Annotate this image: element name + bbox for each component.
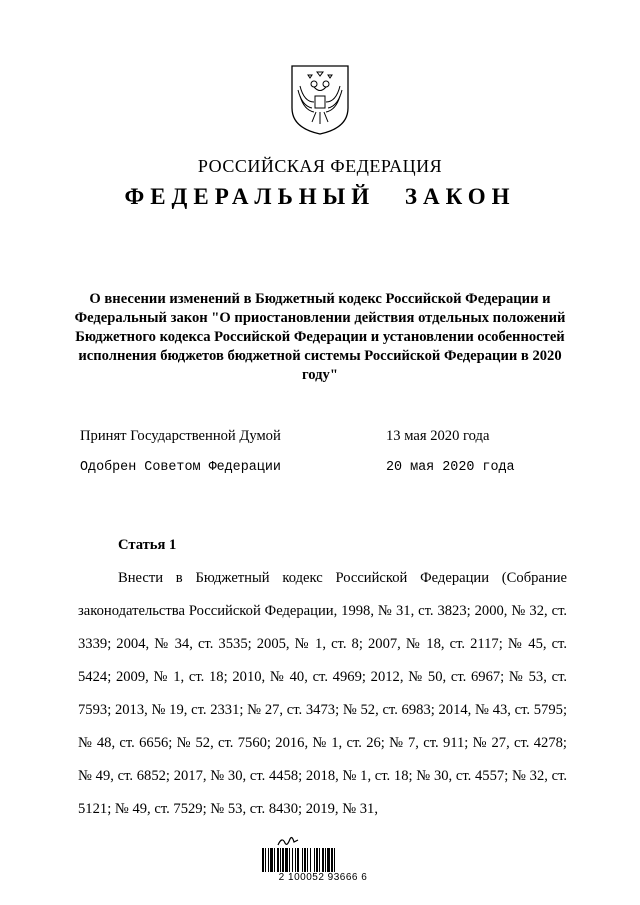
barcode-bar — [319, 848, 320, 872]
barcode-bar — [307, 848, 308, 872]
adoption-date: 13 мая 2020 года — [386, 428, 490, 444]
adoption-date: 20 мая 2020 года — [386, 460, 515, 475]
barcode-bar — [270, 848, 273, 872]
barcode — [262, 848, 378, 872]
barcode-bar — [302, 848, 303, 872]
document-type: ФЕДЕРАЛЬНЫЙ ЗАКОН — [124, 184, 516, 209]
barcode-bar — [262, 848, 264, 872]
barcode-bar — [322, 848, 324, 872]
barcode-bar — [292, 848, 293, 872]
state-emblem — [288, 62, 352, 136]
barcode-bar — [314, 848, 315, 872]
barcode-bar — [282, 848, 284, 872]
barcode-bar — [265, 848, 266, 872]
barcode-number: 2 100052 93666 6 — [278, 872, 368, 883]
barcode-bar — [327, 848, 330, 872]
barcode-bar — [295, 848, 296, 872]
barcode-bar — [325, 848, 326, 872]
barcode-bar — [289, 848, 290, 872]
country-name: РОССИЙСКАЯ ФЕДЕРАЦИЯ — [197, 156, 443, 176]
barcode-bar — [268, 848, 269, 872]
signature-mark — [276, 834, 300, 848]
article-text: Внести в Бюджетный кодекс Российской Федерации (Собрание законодательства Российской Федерации, 1998, № 31, ст. 3823; 2000, № 32, ст. 3339; 2004, № 34, ст. 3535; 2005, № 1, ст. 8; 2007, № 18, ст. 2117; № 45, ст. 5424; 2009, № 1, ст. 18; 2010, № 40, ст. 4969; 2012, № 50, ст. 6967; № 53, ст. 7593; 2013, № 19, ст. 2331; № 27, ст. 3473; № 52, ст. 6983; 2014, № 43, ст. 5795; № 48, ст. 6656; № 52, ст. 7560; 2016, № 1, ст. 26; № 7, ст. 911; № 27, ст. 4278; № 49, ст. 6852; 2017, № 30, ст. 4458; 2018, № 1, ст. 18; № 30, ст. 4557; № 32, ст. 5121; № 49, ст. 7529; № 53, ст. 8430; 2019, № 31, — [78, 570, 567, 817]
barcode-bar — [310, 848, 311, 872]
barcode-bar — [304, 848, 306, 872]
barcode-bar — [280, 848, 281, 872]
article-heading: Статья 1 — [118, 537, 177, 553]
barcode-bar — [274, 848, 275, 872]
barcode-bar — [285, 848, 288, 872]
barcode-bar — [297, 848, 299, 872]
barcode-bar — [334, 848, 335, 872]
barcode-bar — [331, 848, 333, 872]
barcode-bar — [277, 848, 279, 872]
adoption-label: Одобрен Советом Федерации — [80, 460, 281, 475]
document-title: О внесении изменений в Бюджетный кодекс Российской Федерации и Федеральный закон "О приостановлении действия отдельных положений Бюджетного кодекса Российской Федерации и установлении особенностей исполнения бюджетов бюджетной системы Российской Федерации в 2020 году" — [74, 291, 566, 383]
barcode-bar — [316, 848, 318, 872]
adoption-label: Принят Государственной Думой — [80, 428, 281, 444]
